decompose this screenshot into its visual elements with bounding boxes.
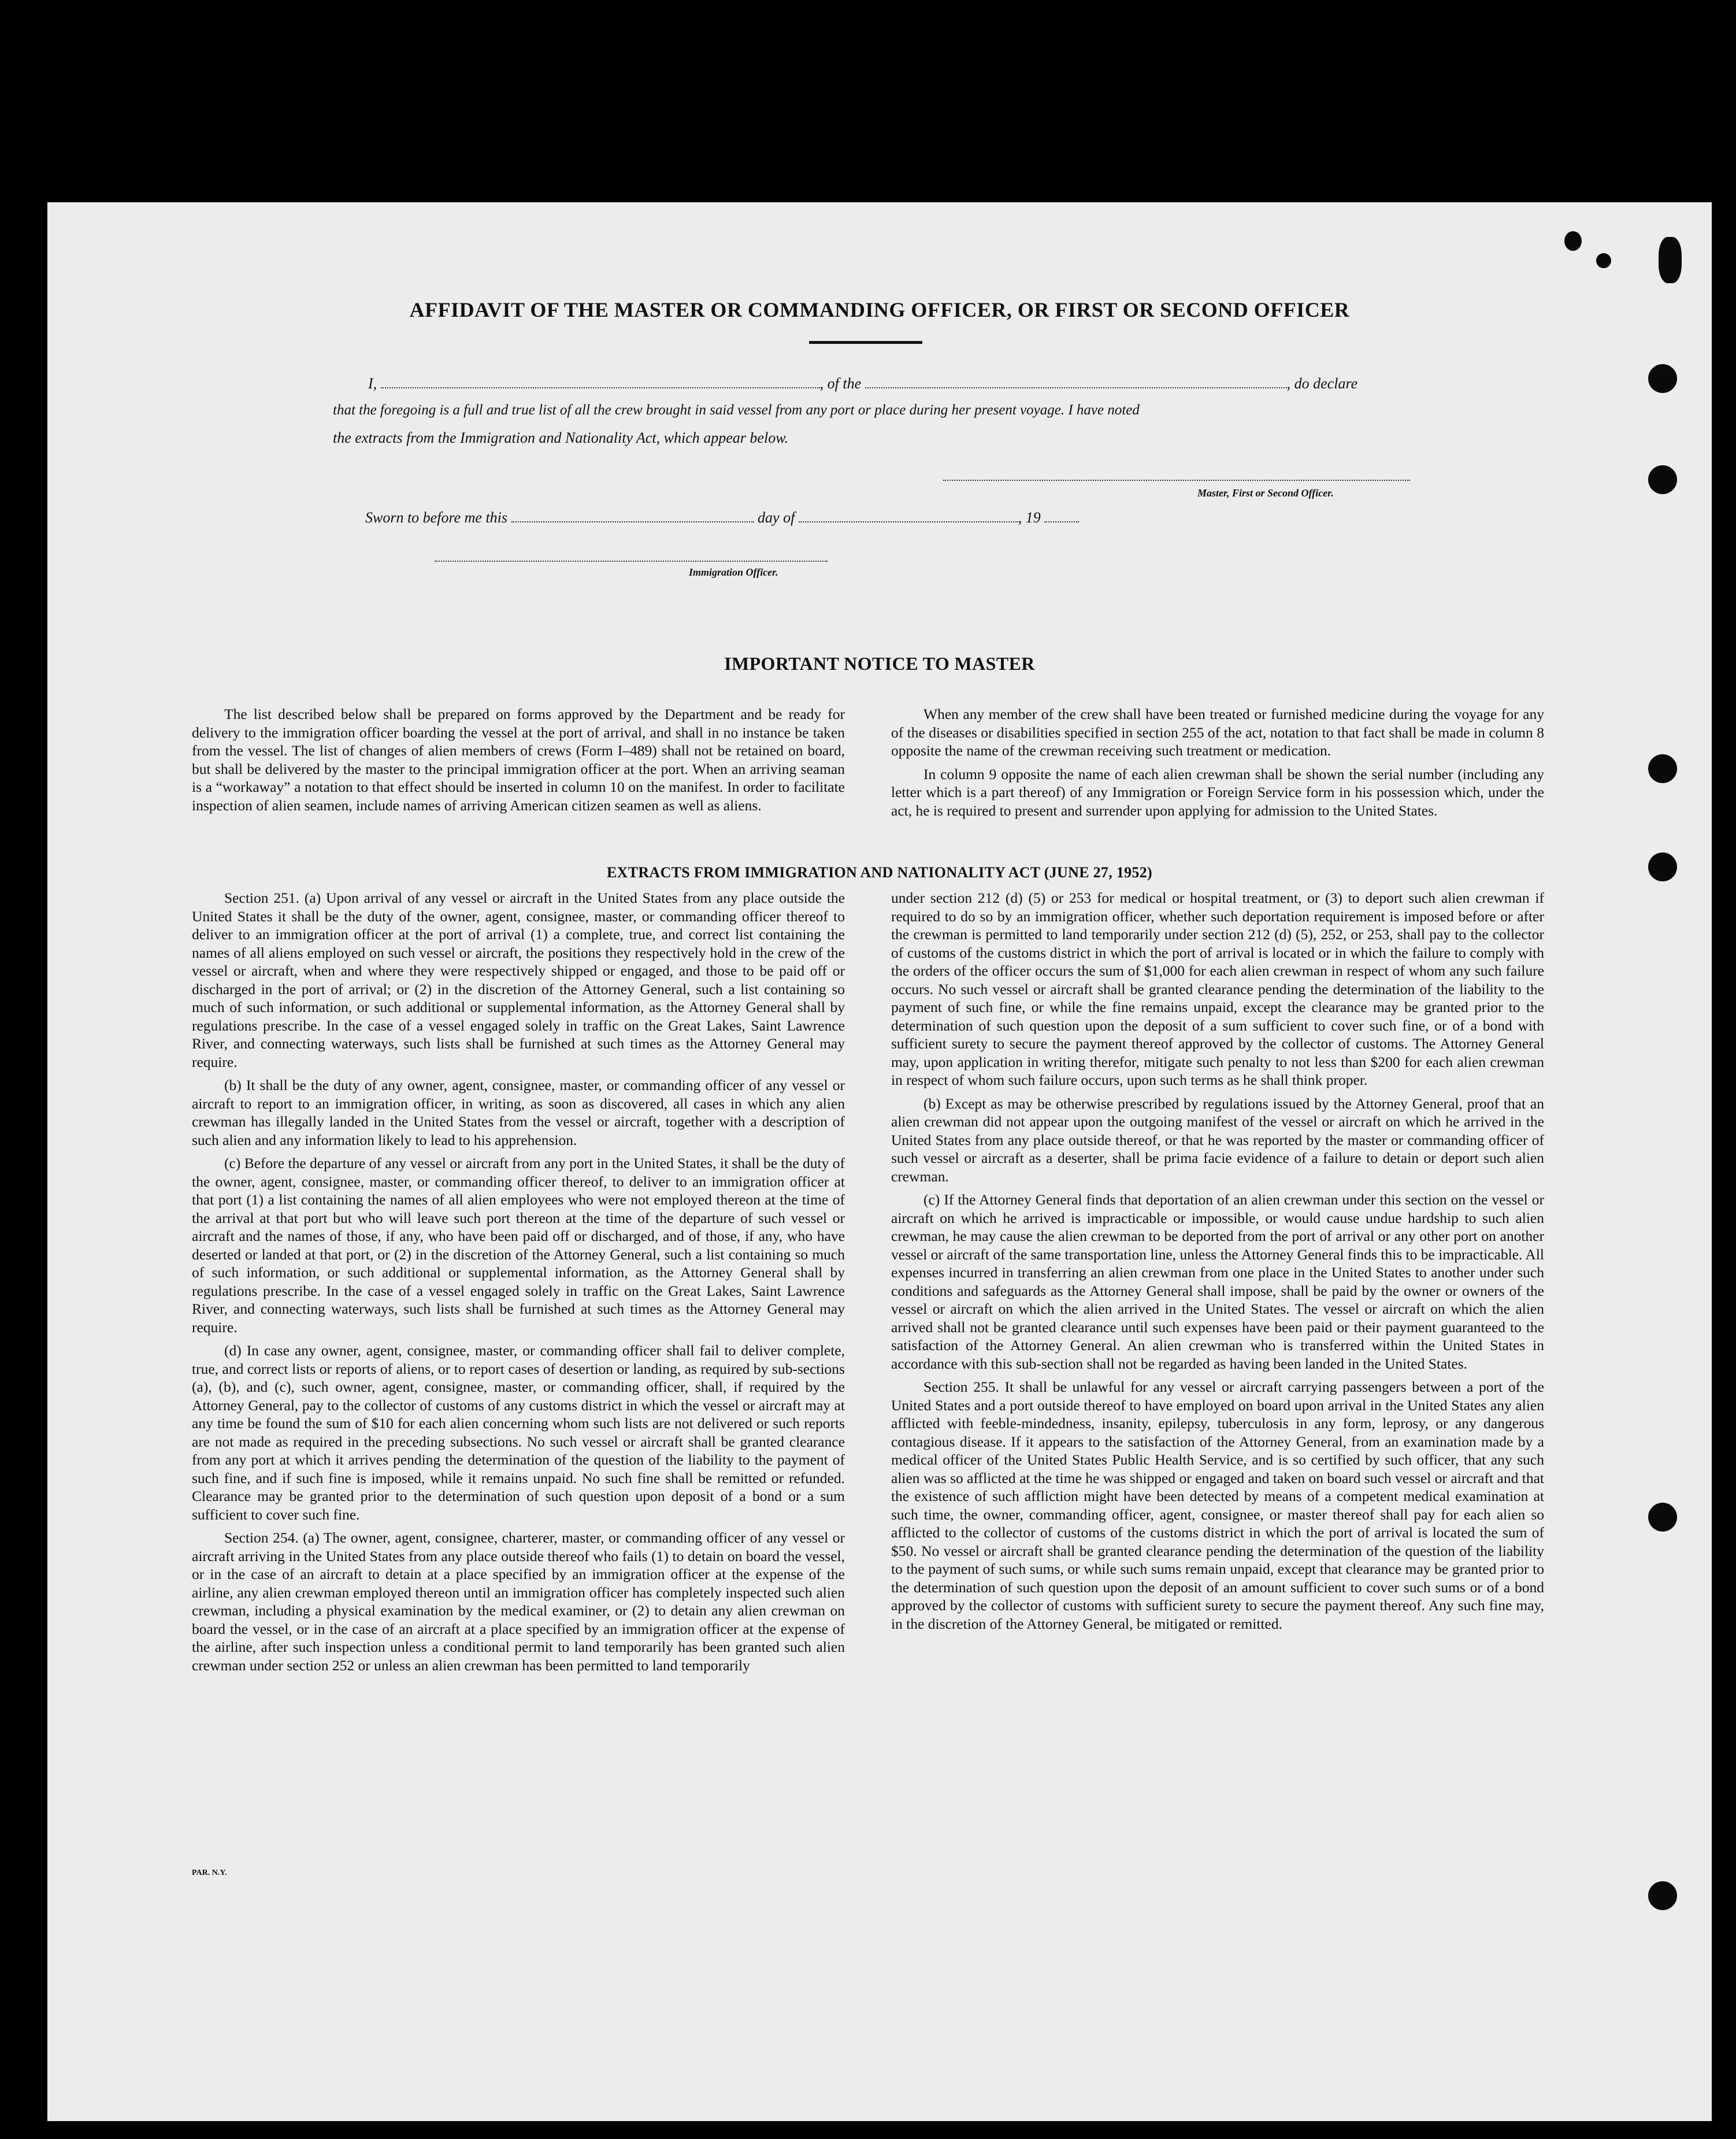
- notice-paragraph: In column 9 opposite the name of each alien crewman shall be shown the serial number (including any letter which is a part thereof) of any Immigration or Foreign Service form in his possession which, under the act, he is required to present and surrender upon applying for admission to the United States.: [891, 765, 1544, 819]
- officer-signature-line[interactable]: [435, 561, 828, 562]
- form-page: [47, 202, 1712, 2121]
- binder-hole: [1648, 465, 1677, 494]
- vessel-blank[interactable]: [865, 375, 1287, 388]
- ink-blot: [1596, 253, 1611, 268]
- extracts-left-column: [192, 889, 845, 1680]
- title-divider: [809, 341, 922, 344]
- officer-caption: Immigration Officer.: [689, 566, 778, 578]
- day-blank[interactable]: [511, 509, 754, 522]
- declaration-line: [368, 370, 1466, 398]
- section-paragraph: Section 255. It shall be unlawful for any vessel or aircraft carrying passengers between a port of the United States and a port outside thereof to have employed on board upon arrival in the United States any alien afflicted with feeble-mindedness, insanity, epilepsy, tuberculosis in any form, leprosy, or any dangerous contagious disease. If it appears to the satisfaction of the Attorney General, from an examination made by a medical officer of the United States Public Health Service, and is so certified by such officer, that any such alien was so afflicted at the time he was shipped or engaged and taken on board such vessel or aircraft and that the existence of such affliction might have been detected by means of a competent medical examination at such time, the owner, commanding officer, agent, consignee, or master thereof shall pay for each alien so afflicted to the collector of customs of the customs district in which the port of arrival is located the sum of $50. No vessel or aircraft shall be granted clearance pending the determination of the question of the liability to the payment of such sums, or while such sums remain unpaid, except that clearance may be granted prior to the determination of such question upon the deposit of an amount sufficient to cover such sums or of a bond approved by the collector of customs with sufficient surety to secure the payment thereof. Any such fine may, in the discretion of the Attorney General, be mitigated or remitted.: [891, 1378, 1544, 1632]
- affidavit-title: AFFIDAVIT OF THE MASTER OR COMMANDING OFFICER, OR FIRST OR SECOND OFFICER: [409, 298, 1350, 321]
- binder-hole: [1648, 754, 1677, 783]
- section-paragraph: under section 212 (d) (5) or 253 for medical or hospital treatment, or (3) to deport such alien crewman if required to do so by an immigration officer, whether such deportation requirement is imposed before or after the crewman is permitted to land temporarily under section 212 (d) (5), 252, or 253, shall pay to the collector of customs of the customs district in which the port of arrival is located or in which the failure to comply with the orders of the officer occurs the sum of $1,000 for each alien crewman in respect of whom any such failure occurs. No such vessel or aircraft shall be granted clearance pending the determination of the liability to the payment of such fine, or while the fine remains unpaid, except the clearance may be granted prior to the determination of such question upon the deposit of a sum sufficient to cover such fine, or of a bond with sufficient surety to secure the payment thereof approved by the collector of customs. The Attorney General may, upon application in writing therefor, mitigate such penalty to not less than $200 for each alien crewman in respect of whom such failure occurs, upon such terms as he shall think proper.: [891, 889, 1544, 1088]
- master-signature-line[interactable]: [943, 480, 1410, 481]
- month-blank[interactable]: [799, 509, 1018, 522]
- notice-left-column: [192, 705, 845, 820]
- section-paragraph: (c) Before the departure of any vessel or aircraft from any port in the United States, it shall be the duty of the owner, agent, consignee, master, or commanding officer thereof, to deliver to an immigration officer at that port (1) a list containing the names of all alien employees who were not employed thereon at the time of the arrival at that port but who will leave such port thereon at the time of the departure of such vessel or aircraft and the names of those, if any, who have been paid off or discharged, and of those, if any, who have deserted or landed at that port, or (2) in the discretion of the Attorney General, such a list containing so much of such information, or such additional or supplemental information, as the Attorney General shall by regulations prescribe. In the case of a vessel engaged solely in traffic on the Great Lakes, Saint Lawrence River, and connecting waterways, such lists shall be furnished at such times as the Attorney General may require.: [192, 1155, 845, 1336]
- binder-hole: [1648, 1881, 1677, 1910]
- notice-right-column: [891, 705, 1544, 825]
- extracts-title: EXTRACTS FROM IMMIGRATION AND NATIONALITY ACT (JUNE 27, 1952): [606, 864, 1152, 881]
- declaration-statement-2: the extracts from the Immigration and Nationality Act, which appear below.: [333, 429, 789, 446]
- section-paragraph: (c) If the Attorney General finds that deportation of an alien crewman under this section on the vessel or aircraft on which he arrived is impracticable or impossible, or would cause undue hardship to such alien crewman, he may cause the alien crewman to be deported from the port of arrival or any other port on another vessel or aircraft of the same transportation line, unless the Attorney General finds this to be impracticable. All expenses incurred in transferring an alien crewman from one place in the United States to another under such conditions and safeguards as the Attorney General shall impose, shall be paid by the owner or owners of the vessel or aircraft on which the alien arrived in the United States. The vessel or aircraft on which the alien arrived shall not be granted clearance until such expenses have been paid or their payment guaranteed to the satisfaction of the Attorney General. An alien crewman who is transferred within the United States in accordance with this sub-section shall not be regarded as having been landed in the United States.: [891, 1191, 1544, 1372]
- sworn-line: [365, 509, 1079, 527]
- day-of-label: day of: [758, 509, 795, 526]
- binder-hole: [1648, 1503, 1677, 1532]
- notice-paragraph: When any member of the crew shall have been treated or furnished medicine during the voyage for any of the diseases or disabilities specified in section 255 of the act, notation to that fact shall be made in column 8 opposite the name of the crewman receiving such treatment or medication.: [891, 706, 1544, 759]
- binder-hole: [1648, 364, 1677, 393]
- ink-blot: [1659, 237, 1682, 283]
- printer-mark: PAR. N.Y.: [192, 1869, 227, 1877]
- section-paragraph: (b) Except as may be otherwise prescribed by regulations issued by the Attorney General, proof that an alien crewman did not appear upon the outgoing manifest of the vessel or aircraft on which he arrived in the United States from any place outside thereof, or that he was reported by the master or commanding officer of such vessel or aircraft as a deserter, shall be prima facie evidence of a failure to detain or deport such alien crewman.: [891, 1095, 1544, 1185]
- section-paragraph: (b) It shall be the duty of any owner, agent, consignee, master, or commanding officer of any vessel or aircraft to report to an immigration officer, in writing, as soon as discovered, all cases in which any alien crewman has illegally landed in the United States from the vessel or aircraft, together with a description of such alien and any information likely to lead to his apprehension.: [192, 1077, 845, 1148]
- do-declare-label: , do declare: [1286, 375, 1358, 392]
- section-paragraph: (d) In case any owner, agent, consignee, master, or commanding officer shall fail to deliver complete, true, and correct lists or reports of aliens, or to report cases of desertion or landing, as required by sub-sections (a), (b), and (c), such owner, agent, consignee, master, or commanding officer, shall, if required by the Attorney General, pay to the collector of customs of any customs district in which the vessel or aircraft may at any time be found the sum of $10 for each alien concerning whom such lists are not delivered or such reports are not made as required in the preceding subsections. No such vessel or aircraft shall be granted clearance from any port at which it arrives pending the determination of the question of the liability to the payment of such fine, and if such fine is imposed, while it remains unpaid. No such fine shall be remitted or refunded. Clearance may be granted prior to the determination of such question upon deposit of a bond or a sum sufficient to cover such fine.: [192, 1342, 845, 1523]
- section-paragraph: Section 254. (a) The owner, agent, consignee, charterer, master, or commanding officer of any vessel or aircraft arriving in the United States from any place outside thereof who fails (1) to detain on board the vessel, or in the case of an aircraft to detain at a place specified by an immigration officer at the expense of the airline, any alien crewman employed thereon until an immigration officer has completely inspected such alien crewman, including a physical examination by the medical examiner, or (2) to detain any alien crewman on board the vessel, or in the case of an aircraft at a place specified by an immigration officer at the expense of the airline, after such inspection unless a conditional permit to land temporarily has been granted such alien crewman under section 252 or unless an alien crewman has been permitted to land temporarily: [192, 1529, 845, 1674]
- declaration-statement-1: that the foregoing is a full and true list of all the crew brought in said vessel from any port or place during her present voyage. I have noted: [333, 402, 1140, 418]
- master-caption: Master, First or Second Officer.: [1197, 487, 1334, 499]
- sworn-label: Sworn to before me this: [365, 509, 508, 526]
- year-blank[interactable]: [1044, 509, 1079, 522]
- i-label: I,: [368, 375, 377, 392]
- notice-title: IMPORTANT NOTICE TO MASTER: [724, 653, 1035, 674]
- extracts-right-column: [891, 889, 1544, 1638]
- year-label: , 19: [1018, 509, 1041, 526]
- ink-blot: [1564, 231, 1582, 251]
- of-the-label: , of the: [819, 375, 862, 392]
- notice-paragraph: The list described below shall be prepared on forms approved by the Department and be ready for delivery to the immigration officer boarding the vessel at the port of arrival, and shall in no instance be taken from the vessel. The list of changes of alien members of crews (Form I–489) shall not be retained on board, but shall be delivered by the master to the principal immigration officer at the port. When an arriving seaman is a “workaway” a notation to that effect should be inserted in column 10 on the manifest. In order to facilitate inspection of alien seamen, include names of arriving American citizen seamen as well as aliens.: [192, 706, 845, 814]
- name-blank[interactable]: [381, 375, 820, 388]
- section-paragraph: Section 251. (a) Upon arrival of any vessel or aircraft in the United States from any place outside the United States it shall be the duty of the owner, agent, consignee, master, or commanding officer thereof to deliver to an immigration officer at the port of arrival (1) a complete, true, and correct list containing the names of all aliens employed on such vessel or aircraft, the positions they respectively hold in the crew of the vessel or aircraft, when and where they were respectively shipped or engaged, and those to be paid off or discharged in the port of arrival; or (2) in the discretion of the Attorney General, such a list containing so much of such information, or such additional or supplemental information, as the Attorney General shall by regulations prescribe. In the case of a vessel engaged solely in traffic on the Great Lakes, Saint Lawrence River, and connecting waterways, such lists shall be furnished at such times as the Attorney General may require.: [192, 889, 845, 1070]
